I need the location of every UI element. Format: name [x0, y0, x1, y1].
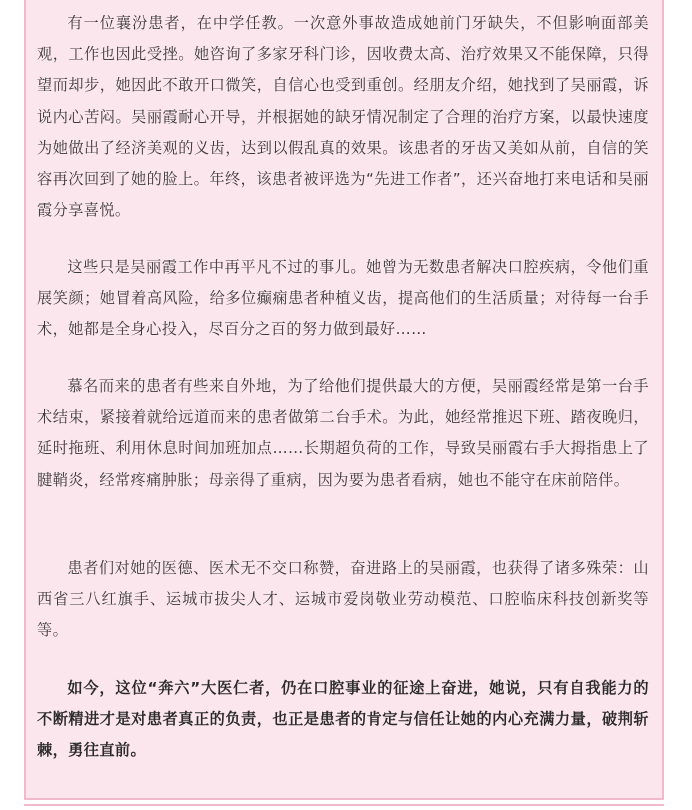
paragraph-honors: 患者们对她的医德、医术无不交口称赞，奋进路上的吴丽霞，也获得了诸多殊荣：山西省三八红旗手、运城市拔尖人才、运城市爱岗敬业劳动模范、口腔临床科技创新奖等等。	[37, 559, 649, 640]
paragraph-closing-statement: 如今，这位“奔六”大医仁者，仍在口腔事业的征途上奋进，她说，只有自我能力的不断精进才是对患者真正的负责，也正是患者的肯定与信任让她的内心充满力量，破荆斩棘，勇往直前。	[37, 679, 649, 760]
bottom-divider	[24, 804, 664, 806]
paragraph-teacher-story: 有一位襄汾患者，在中学任教。一次意外事故造成她前门牙缺失，不但影响面部美观，工作也因此受挫。她咨询了多家牙科门诊，因收费太高、治疗效果又不能保障，只得望而却步，她因此不敢开口微笑，自信心也受到重创。经朋友介绍，她找到了吴丽霞，诉说内心苦闷。吴丽霞耐心开导，并根据她的缺牙情况制定了合理的治疗方案，以最快速度为她做出了经济美观的义齿，达到以假乱真的效果。该患者的牙齿又美如从前，自信的笑容再次回到了她的脸上。年终，该患者被评选为“先进工作者”，还兴奋地打来电话和吴丽霞分享喜悦。	[37, 14, 649, 220]
paragraph-overtime-dedication: 慕名而来的患者有些来自外地，为了给他们提供最大的方便，吴丽霞经常是第一台手术结束，紧接着就给远道而来的患者做第二台手术。为此，她经常推迟下班、踏夜晚归，延时拖班、利用休息时间加班加点……长期超负荷的工作，导致吴丽霞右手大拇指患上了腱鞘炎，经常疼痛肿胀；母亲得了重病，因为要为患者看病，她也不能守在床前陪伴。	[37, 377, 649, 489]
paragraph-daily-work: 这些只是吴丽霞工作中再平凡不过的事儿。她曾为无数患者解决口腔疾病，令他们重展笑颜；她冒着高风险，给多位癫痫患者种植义齿，提高他们的生活质量；对待每一台手术，她都是全身心投入，尽百分之百的努力做到最好……	[37, 258, 649, 339]
